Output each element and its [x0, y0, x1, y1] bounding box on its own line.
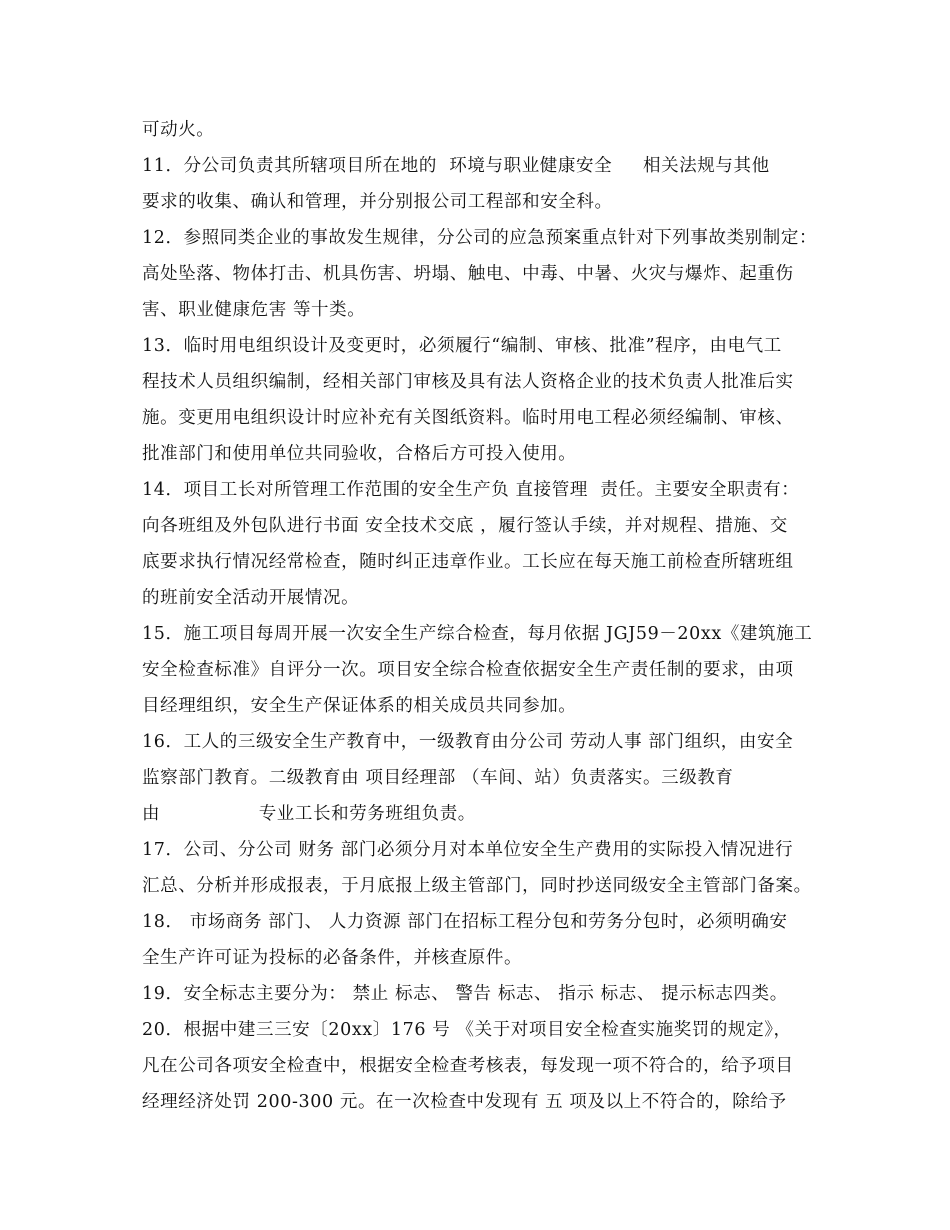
text-line: 12．参照同类企业的事故发生规律，分公司的应急预案重点针对下列事故类别制定：: [142, 228, 818, 248]
text-line: 施。变更用电组织设计时应补充有关图纸资料。临时用电工程必须经编制、审核、: [142, 408, 794, 428]
text-line: 17．公司、分公司 财务 部门必须分月对本单位安全生产费用的实际投入情况进行: [142, 840, 794, 860]
text-line: 安全检查标准》自评分一次。项目安全综合检查依据安全生产责任制的要求，由项: [142, 660, 794, 680]
text-line: 14．项目工长对所管理工作范围的安全生产负 直接管理 责任。主要安全职责有：: [142, 480, 800, 500]
text-line: 目经理组织，安全生产保证体系的相关成员共同参加。: [142, 696, 577, 716]
text-line: 由 专业工长和劳务班组负责。: [142, 804, 476, 824]
text-line: 经理经济处罚 200-300 元。在一次检查中发现有 五 项及以上不符合的，除给予: [142, 1092, 787, 1112]
text-line: 底要求执行情况经常检查，随时纠正违章作业。工长应在每天施工前检查所辖班组: [142, 552, 794, 572]
text-line: 13．临时用电组织设计及变更时，必须履行“编制、审核、批准”程序，由电气工: [142, 336, 782, 356]
text-line: 18． 市场商务 部门、 人力资源 部门在招标工程分包和劳务分包时，必须明确安: [142, 912, 788, 932]
text-line: 汇总、分析并形成报表，于月底报上级主管部门，同时抄送同级安全主管部门备案。: [142, 876, 812, 896]
text-line: 害、职业健康危害 等十类。: [142, 300, 366, 320]
text-line: 15．施工项目每周开展一次安全生产综合检查，每月依据 JGJ59－20xx《建筑施工: [142, 624, 813, 644]
text-line: 11．分公司负责其所辖项目所在地的 环境与职业健康安全 相关法规与其他: [142, 156, 770, 176]
text-line: 20．根据中建三三安〔20xx〕176 号 《关于对项目安全检查实施奖罚的规定》，: [142, 1020, 792, 1040]
text-line: 要求的收集、确认和管理，并分别报公司工程部和安全科。: [142, 192, 613, 212]
text-line: 向各班组及外包队进行书面 安全技术交底 ，履行签认手续，并对规程、措施、交: [142, 516, 788, 536]
text-line: 16．工人的三级安全生产教育中，一级教育由分公司 劳动人事 部门组织，由安全: [142, 732, 794, 752]
text-line: 监察部门教育。二级教育由 项目经理部 （车间、站）负责落实。三级教育: [142, 768, 734, 788]
text-line: 程技术人员组织编制，经相关部门审核及具有法人资格企业的技术负责人批准后实: [142, 372, 794, 392]
text-line: 高处坠落、物体打击、机具伤害、坍塌、触电、中毒、中暑、火灾与爆炸、起重伤: [142, 264, 794, 284]
text-line: 的班前安全活动开展情况。: [142, 588, 360, 608]
text-line: 凡在公司各项安全检查中，根据安全检查考核表，每发现一项不符合的，给予项目: [142, 1056, 794, 1076]
text-line: 可动火。: [142, 120, 215, 140]
text-line: 全生产许可证为投标的必备条件，并核查原件。: [142, 948, 523, 968]
text-line: 19．安全标志主要分为： 禁止 标志、 警告 标志、 指示 标志、 提示标志四类。: [142, 984, 788, 1004]
text-line: 批准部门和使用单位共同验收，合格后方可投入使用。: [142, 444, 577, 464]
